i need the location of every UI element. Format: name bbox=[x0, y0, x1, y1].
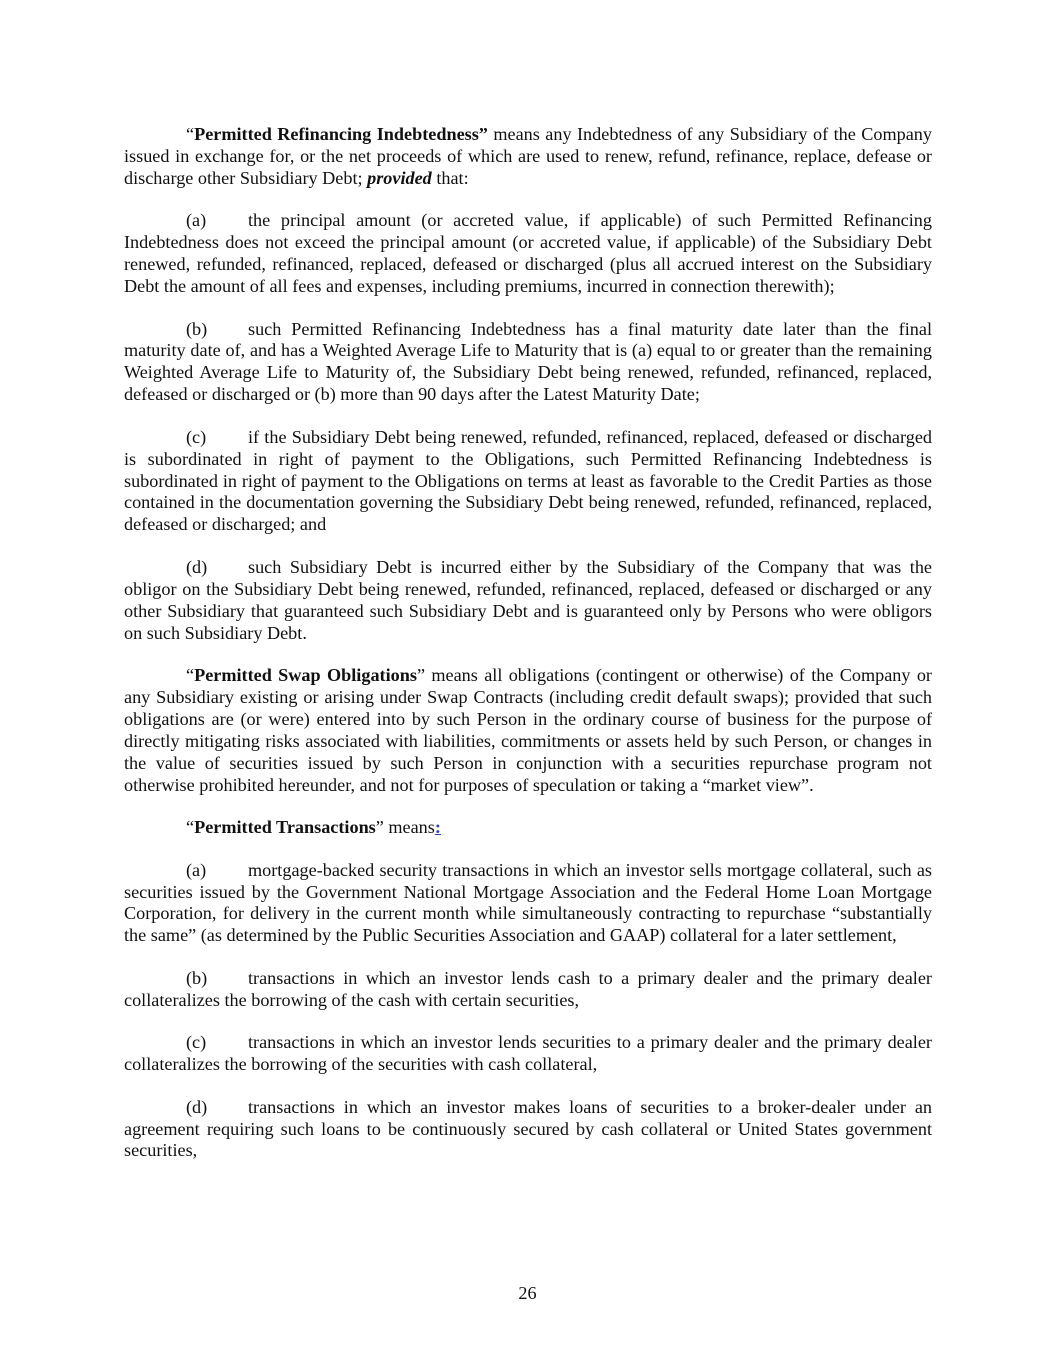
clause-label: (b) bbox=[186, 318, 208, 339]
clause-label: (c) bbox=[186, 426, 207, 447]
clause-item bbox=[124, 210, 932, 298]
definition-text: means any Indebtedness of any Subsidiary of the Company issued in exchange for, or the net proceeds of which are used to renew, refund, refinance, replace, defease or discharge other Subsidiary Debt; bbox=[124, 124, 932, 188]
clause-item bbox=[124, 860, 932, 948]
definition-text-end: that: bbox=[431, 167, 469, 188]
clause-item bbox=[124, 427, 932, 537]
clause-item bbox=[124, 968, 932, 1012]
clause-text: transactions in which an investor lends cash to a primary dealer and the primary dealer collateralizes the borrowing of the cash with certain securities, bbox=[124, 967, 932, 1010]
defined-term: Permitted Transactions bbox=[194, 817, 376, 838]
emphasis-provided: provided bbox=[367, 167, 432, 188]
page-number: 26 bbox=[518, 1283, 537, 1303]
defined-term: Permitted Swap Obligations bbox=[194, 665, 417, 686]
clause-item bbox=[124, 1032, 932, 1076]
clause-text: such Permitted Refinancing Indebtedness has a final maturity date later than the final maturity date of, and has a Weighted Average Life to Maturity that is (a) equal to or greater than the remaining Weighted Average Life to Maturity of, the Subsidiary Debt being renewed, refunded, refinanced, replaced, defeased or discharged or (b) more than 90 days after the Latest Maturity Date; bbox=[124, 318, 932, 405]
clause-text: transactions in which an investor makes loans of securities to a broker-dealer under an agreement requiring such loans to be continuously secured by cash collateral or United States government securities, bbox=[124, 1096, 932, 1161]
clause-label: (b) bbox=[186, 967, 208, 988]
definition-text: ” means bbox=[375, 817, 435, 838]
definition-permitted-refinancing-indebtedness bbox=[124, 124, 932, 190]
clause-label: (a) bbox=[186, 210, 207, 231]
open-quote: “ bbox=[186, 665, 195, 686]
open-quote: “ bbox=[186, 124, 195, 144]
clause-label: (d) bbox=[186, 1096, 208, 1117]
clause-item bbox=[124, 1097, 932, 1163]
defined-term: Permitted Refinancing Indebtedness” bbox=[194, 124, 488, 144]
clause-item bbox=[124, 319, 932, 407]
definition-text: ” means all obligations (contingent or otherwise) of the Company or any Subsidiary existing or arising under Swap Contracts (including credit default swaps); provided that such obligations are (or were) entered into by such Person in the ordinary course of business for the purpose of directly mitigating risks associated with liabilities, commitments or assets held by such Person, or changes in the value of securities issued by such Person in conjunction with a securities repurchase program not otherwise prohibited hereunder, and not for purposes of speculation or taking a “market view”. bbox=[124, 665, 932, 795]
clause-text: such Subsidiary Debt is incurred either by the Subsidiary of the Company that was the obligor on the Subsidiary Debt being renewed, refunded, refinanced, replaced, defeased or discharged or any other Subsidiary that guaranteed such Subsidiary Debt and is guaranteed only by Persons who were obligors on such Subsidiary Debt. bbox=[124, 556, 932, 643]
open-quote: “ bbox=[186, 817, 195, 838]
definition-permitted-transactions bbox=[124, 817, 932, 839]
clause-label: (d) bbox=[186, 556, 208, 577]
document-page bbox=[124, 124, 932, 1183]
clause-item bbox=[124, 557, 932, 645]
definition-permitted-swap-obligations bbox=[124, 665, 932, 796]
clause-text: if the Subsidiary Debt being renewed, refunded, refinanced, replaced, defeased or discharged is subordinated in right of payment to the Obligations, such Permitted Refinancing Indebtedness is subordinated in right of payment to the Obligations on terms at least as favorable to the Credit Parties as those contained in the documentation governing the Subsidiary Debt being renewed, refunded, refinanced, replaced, defeased or discharged; and bbox=[124, 426, 932, 535]
clause-label: (a) bbox=[186, 859, 207, 880]
clause-text: mortgage-backed security transactions in which an investor sells mortgage collateral, such as securities issued by the Government National Mortgage Association and the Federal Home Loan Mortgage Corporation, for delivery in the current month while simultaneously contracting to repurchase “substantially the same” (as determined by the Public Securities Association and GAAP) collateral for a later settlement, bbox=[124, 859, 932, 946]
clause-text: transactions in which an investor lends securities to a primary dealer and the primary dealer collateralizes the borrowing of the securities with cash collateral, bbox=[124, 1032, 932, 1075]
hyperlink-colon[interactable]: : bbox=[434, 817, 441, 838]
clause-text: the principal amount (or accreted value, if applicable) of such Permitted Refinancing Indebtedness does not exceed the principal amount (or accreted value, if applicable) of the Subsidiary Debt renewed, refunded, refinanced, replaced, defeased or discharged (plus all accrued interest on the Subsidiary Debt the amount of all fees and expenses, including premiums, incurred in connection therewith); bbox=[124, 210, 932, 297]
clause-label: (c) bbox=[186, 1032, 207, 1053]
